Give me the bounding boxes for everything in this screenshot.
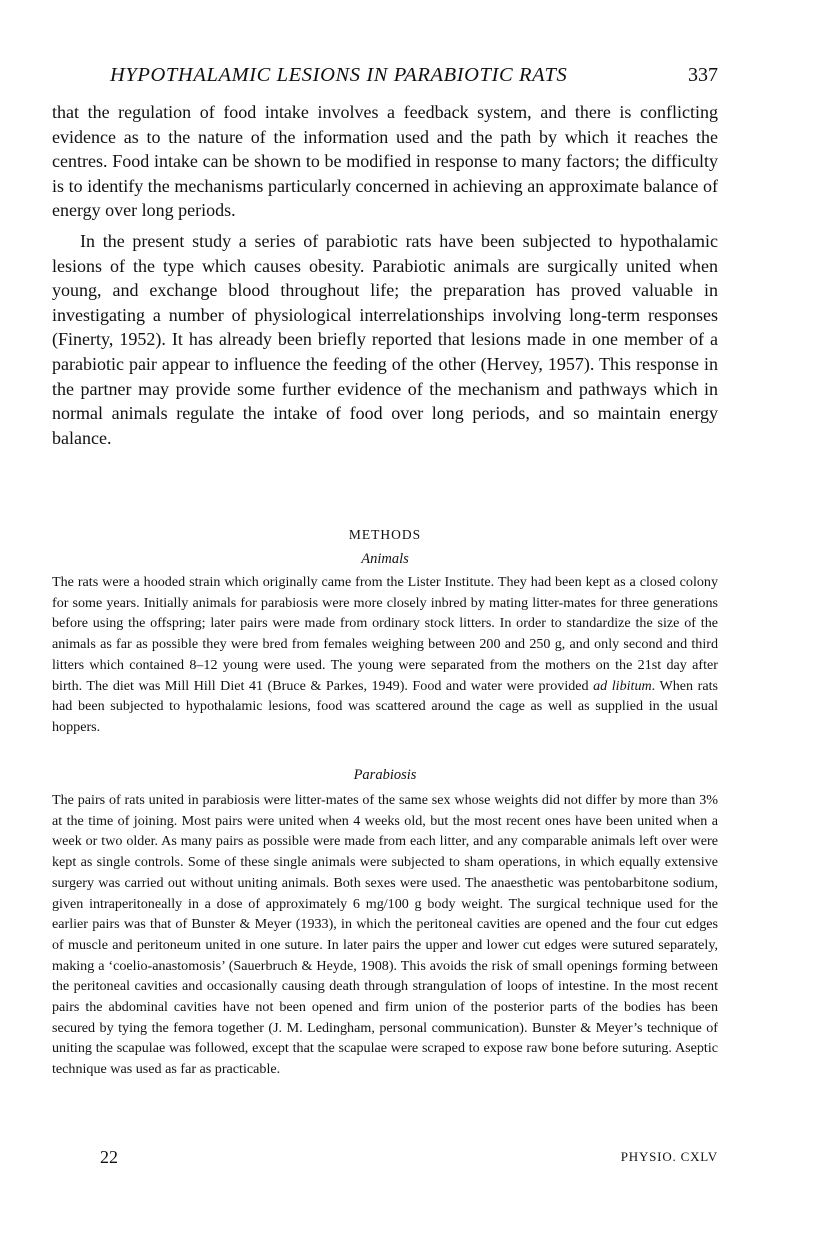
parabiosis-heading: Parabiosis — [353, 767, 417, 783]
parabiosis-section — [52, 790, 718, 1080]
running-title: HYPOTHALAMIC LESIONS IN PARABIOTIC RATS — [110, 64, 568, 86]
intro-paragraph-2: In the present study a series of parabiotic rats have been subjected to hypothalamic lesions of the type which causes obesity. Parabiotic animals are surgically united when young, and exchange blood throughout life; the preparation has proved valuable in investigating a number of physiological interrelationships involving long-term responses (Finerty, 1952). It has already been briefly reported that lesions made in one member of a parabiotic pair appear to influence the feeding of the other (Hervey, 1957). This response in the partner may provide some further evidence of the mechanism and pathways which in normal animals regulate the intake of food over long periods, and so maintain energy balance. — [52, 230, 718, 448]
animals-text-part-1: The rats were a hooded strain which originally came from the Lister Institute. They had been kept as a closed colony for some years. Initially animals for parabiosis were more closely inbred by mating litter-mates for three generations before using the offspring; later pairs were made from ordinary stock litters. In order to standardize the size of the animals as far as possible they were bred from females weighing between 200 and 250 g, and only second and third litters which contained 8–12 young were used. The young were separated from the mothers on the 21st day after birth. The diet was Mill Hill Diet 41 (Bruce & Parkes, 1949). Food and water were provided — [52, 574, 718, 694]
animals-section — [52, 572, 718, 738]
signature-mark: 22 — [100, 1147, 118, 1167]
ad-libitum-term: ad libitum — [593, 677, 652, 694]
animals-text-part-2: . When rats had been subjected to hypothalamic lesions, food was scattered around the cage as well as supplied in the usual hoppers. — [52, 677, 718, 735]
animals-heading: Animals — [361, 551, 409, 567]
intro-section — [52, 100, 718, 450]
animals-paragraph — [52, 572, 718, 738]
intro-paragraph-1: that the regulation of food intake involves a feedback system, and there is conflicting evidence as to the nature of the information used and the path by which it reaches the centres. Food intake can be shown to be modified in response to many factors; the difficulty is to identify the mechanisms particularly concerned in achieving an approximate balance of energy over long periods. — [52, 102, 718, 221]
methods-heading: METHODS — [348, 527, 422, 542]
running-head — [52, 64, 718, 92]
page-number: 337 — [688, 64, 718, 86]
parabiosis-paragraph: The pairs of rats united in parabiosis were litter-mates of the same sex whose weights did not differ by more than 3% at the time of joining. Most pairs were united when 4 weeks old, but the most recent ones have been united when a week or two older. As many pairs as possible were made from each litter, and any comparable animals left over were kept as single controls. Some of these single animals were subjected to sham operations, in which equally extensive surgery was carried out without uniting animals. Both sexes were used. The anaesthetic was pentobarbitone sodium, given intraperitoneally in a dose of approximately 6 mg/100 g body weight. The surgical technique used for the earlier pairs was that of Bunster & Meyer (1933), in which the peritoneal cavities are opened and the four cut edges of muscle and peritoneum united in one suture. In later pairs the upper and lower cut edges were sutured separately, making a ‘coelio-anastomosis’ (Sauerbruch & Heyde, 1908). This avoids the risk of small openings forming between the peritoneal cavities and occasionally causing death through strangulation of loops of intestine. In the most recent pairs the abdominal cavities have not been opened and firm union of the posterior parts of the bodies has been secured by tying the femora together (J. M. Ledingham, personal communication). Bunster & Meyer’s technique of uniting the scapulae was followed, except that the scapulae were scraped to expose raw bone before suturing. Aseptic technique was used as far as practicable. — [52, 792, 718, 1078]
journal-mark: PHYSIO. CXLV — [620, 1149, 718, 1164]
page-footer — [52, 1147, 718, 1169]
